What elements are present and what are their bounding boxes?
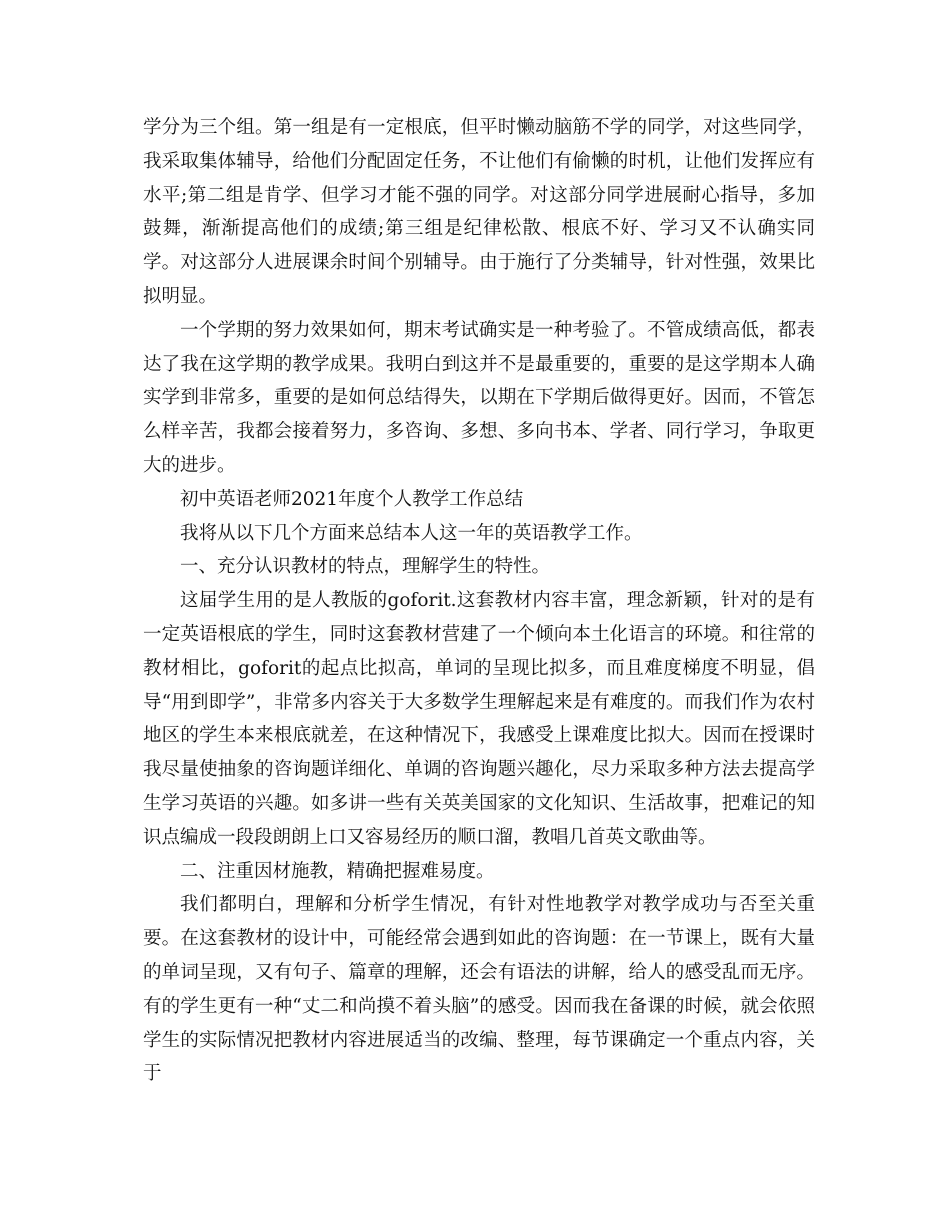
heading-one: 一、充分认识教材的特点，理解学生的特性。 xyxy=(180,556,551,578)
paragraph-differentiated-teaching: 我们都明白，理解和分析学生情况，有针对性地教学对教学成功与否至关重要。在这套教材的设计中，可能经常会遇到如此的咨询题：在一节课上，既有大量的单词呈现，又有句子、篇章的理解，还会有语法的讲解，给人的感受乱而无序。有的学生更有一种“丈二和尚摸不着头脑”的感受。因而我在备课的时候，就会依照学生的实际情况把教材内容进展适当的改编、整理，每节课确定一个重点内容，关于 xyxy=(143,894,815,1085)
paragraph-semester-reflection: 一个学期的努力效果如何，期末考试确实是一种考验了。不管成绩高低，都表达了我在这学期的教学成果。我明白到这并不是最重要的，重要的是这学期本人确实学到非常多，重要的是如何总结得失，以期在下学期后做得更好。因而，不管怎么样辛苦，我都会接着努力，多咨询、多想、多向书本、学者、同行学习，争取更大的进步。 xyxy=(143,319,815,476)
paragraph-textbook: 这届学生用的是人教版的goforit.这套教材内容丰富，理念新颖，针对的是有一定英语根底的学生，同时这套教材营建了一个倾向本土化语言的环境。和往常的教材相比，goforit的起点比拟高，单词的呈现比拟多，而且难度梯度不明显，倡导“用到即学”，非常多内容关于大多数学生理解起来是有难度的。而我们作为农村地区的学生本来根底就差，在这种情况下，我感受上课难度比拟大。因而在授课时我尽量使抽象的咨询题详细化、单调的咨询题兴趣化，尽力采取多种方法去提高学生学习英语的兴趣。如多讲一些有关英美国家的文化知识、生活故事，把难记的知识点编成一段段朗朗上口又容易经历的顺口溜，教唱几首英文歌曲等。 xyxy=(143,590,815,848)
document-body xyxy=(143,111,815,1091)
section-title: 初中英语老师2021年度个人教学工作总结 xyxy=(180,488,524,510)
paragraph-grouping-tutoring: 学分为三个组。第一组是有一定根底，但平时懒动脑筋不学的同学，对这些同学，我采取集体辅导，给他们分配固定任务，不让他们有偷懒的时机，让他们发挥应有水平;第二组是肯学、但学习才能不强的同学。对这部分同学进展耐心指导，多加鼓舞，渐渐提高他们的成绩;第三组是纪律松散、根底不好、学习又不认确实同学。对这部分人进展课余时间个别辅导。由于施行了分类辅导，针对性强，效果比拟明显。 xyxy=(143,117,815,307)
heading-two: 二、注重因材施教，精确把握难易度。 xyxy=(180,860,495,882)
paragraph-intro: 我将从以下几个方面来总结本人这一年的英语教学工作。 xyxy=(180,522,643,544)
